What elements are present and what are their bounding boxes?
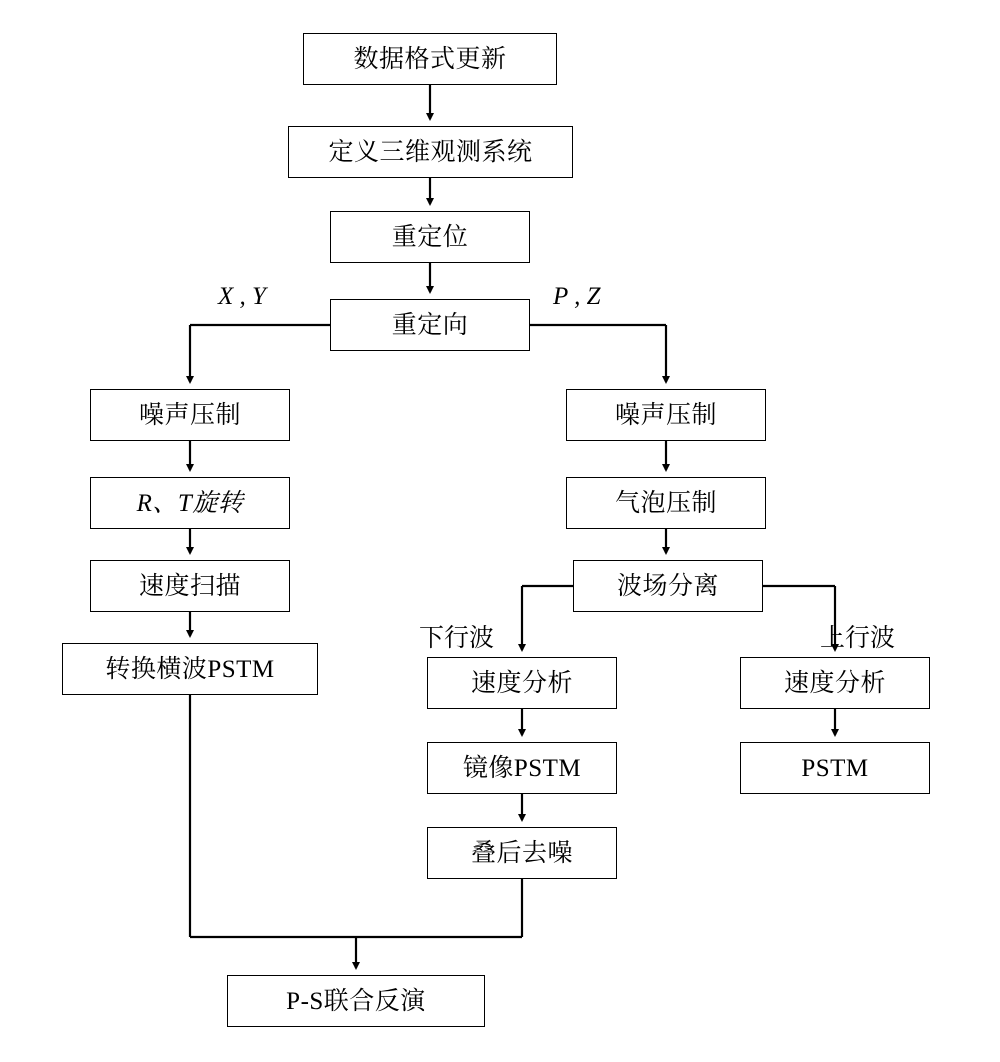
flow-node-label: 镜像PSTM bbox=[462, 754, 582, 782]
flow-node-label: P-S联合反演 bbox=[286, 987, 426, 1015]
flow-node bbox=[573, 560, 763, 612]
flow-node-label: 噪声压制 bbox=[138, 401, 241, 429]
edge-label: 上行波 bbox=[820, 625, 896, 652]
flow-node bbox=[90, 560, 290, 612]
flow-node-label: 噪声压制 bbox=[614, 401, 717, 429]
flow-node-label: 叠后去噪 bbox=[470, 839, 573, 867]
flow-node-label: 速度分析 bbox=[783, 669, 886, 697]
flow-node bbox=[427, 742, 617, 794]
flow-node bbox=[62, 643, 318, 695]
flow-node bbox=[227, 975, 485, 1027]
flow-node-label: 波场分离 bbox=[616, 572, 719, 600]
edge-label: P , Z bbox=[553, 283, 601, 310]
edge-label: X , Y bbox=[218, 283, 266, 310]
flow-node bbox=[740, 657, 930, 709]
flow-node-label: 气泡压制 bbox=[614, 489, 717, 517]
flow-node bbox=[330, 211, 530, 263]
flow-node bbox=[427, 827, 617, 879]
flow-node-label: 数据格式更新 bbox=[353, 45, 507, 73]
flow-node-label: 速度扫描 bbox=[138, 572, 241, 600]
flow-node bbox=[566, 389, 766, 441]
flow-node-label: 重定向 bbox=[391, 311, 469, 339]
flow-node-label: 重定位 bbox=[391, 223, 469, 251]
flow-node bbox=[427, 657, 617, 709]
flow-node bbox=[90, 389, 290, 441]
flow-node-label: 定义三维观测系统 bbox=[328, 138, 533, 166]
flow-node bbox=[288, 126, 573, 178]
edge-label: 下行波 bbox=[419, 625, 495, 652]
flow-node bbox=[90, 477, 290, 529]
flow-node bbox=[330, 299, 530, 351]
flow-node bbox=[566, 477, 766, 529]
flow-node bbox=[740, 742, 930, 794]
flow-node bbox=[303, 33, 557, 85]
flow-node-label: 转换横波PSTM bbox=[105, 655, 275, 683]
flow-node-label: 速度分析 bbox=[470, 669, 573, 697]
flow-node-label: PSTM bbox=[801, 754, 869, 782]
flow-node-label: R、T旋转 bbox=[136, 489, 244, 517]
